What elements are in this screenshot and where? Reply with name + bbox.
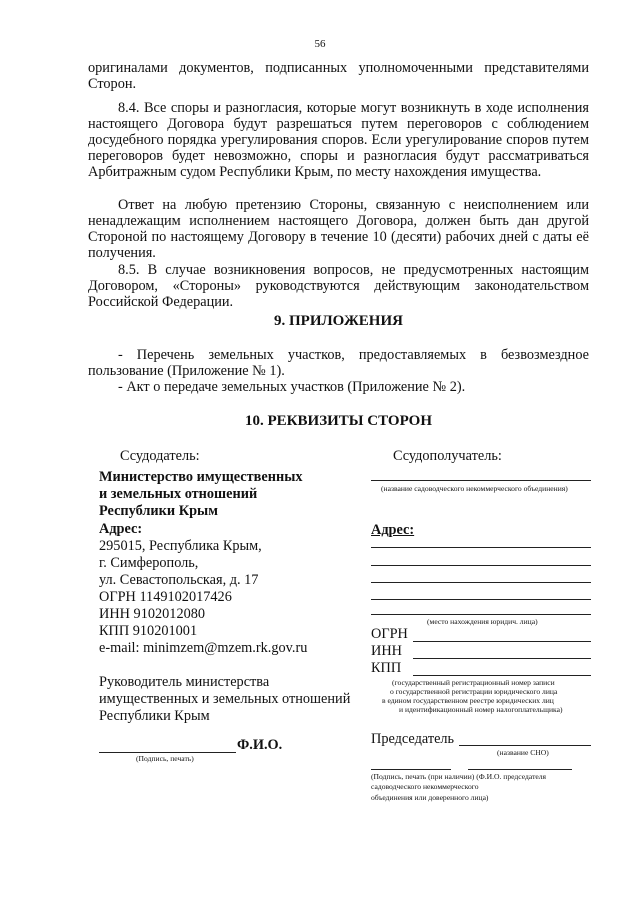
borrower-location-caption: (место нахождения юридич. лица) [427,617,538,626]
appendix-item-1: - Перечень земельных участков, предоставляемых в безвозмездное пользование (Приложение № 1). [88,347,589,380]
borrower-address-line-4 [371,599,591,600]
borrower-reg-caption-1: (государственный регистрационный номер записи [392,678,555,687]
borrower-kpp-line [413,675,591,676]
borrower-ogrn-line [413,641,591,642]
borrower-signature-line [371,769,451,770]
lender-head-line-2: имущественных и земельных отношений [99,691,351,707]
borrower-chairman-label: Председатель [371,731,455,747]
lender-inn: ИНН 9102012080 [99,606,206,622]
borrower-name-line [371,480,591,481]
lender-address-label: Адрес: [99,521,143,537]
lender-fio: Ф.И.О. [237,737,283,753]
section-9-title: 9. ПРИЛОЖЕНИЯ [274,313,403,329]
borrower-reg-caption-3: в едином государственном реестре юридических лиц [382,696,554,705]
lender-org-line-2: и земельных отношений [99,486,258,502]
paragraph-8-4: 8.4. Все споры и разногласия, которые могут возникнуть в ходе исполнения настоящего Договора будут разрешаться путем переговоров с соблюдением досудебного порядка урегулирования споров. Если урегулирование споров путем переговоров будет невозможно, споры и разногласия будут рассматриваться Арбитражным судом Республики Крым, по месту нахождения имущества. [88,100,589,181]
paragraph-claim-response: Ответ на любую претензию Стороны, связанную с неисполнением или ненадлежащим исполнением настоящего Договора, должен быть дан другой Стороной по настоящему Договору в течение 10 (десяти) рабочих дней с даты её получения. [88,197,589,262]
borrower-address-line-1 [371,547,591,548]
appendix-item-2: - Акт о передаче земельных участков (Приложение № 2). [118,379,466,395]
borrower-cho-line [459,745,591,746]
borrower-sign-caption-2: садоводческого некоммерческого [371,782,479,791]
borrower-inn-label: ИНН [371,643,402,659]
lender-label: Ссудодатель: [120,448,200,464]
page-number: 56 [314,38,326,50]
borrower-name-caption: (название садоводческого некоммерческого объединения) [381,484,568,493]
lender-org-line-1: Министерство имущественных [99,469,303,485]
borrower-address-line-3 [371,582,591,583]
lender-address-line-1: 295015, Республика Крым, [99,538,262,554]
lender-head-line-3: Республики Крым [99,708,210,724]
lender-address-line-2: г. Симферополь, [99,555,199,571]
borrower-reg-caption-2: о государственной регистрации юридического лица [390,687,558,696]
paragraph-8-5: 8.5. В случае возникновения вопросов, не предусмотренных настоящим Договором, «Стороны» руководствуются действующим законодательством Российской Федерации. [88,262,589,311]
borrower-ogrn-label: ОГРН [371,626,408,642]
lender-ogrn: ОГРН 1149102017426 [99,589,232,605]
borrower-address-label: Адрес: [371,522,415,538]
lender-kpp: КПП 910201001 [99,623,198,639]
borrower-address-line-2 [371,565,591,566]
lender-address-line-3: ул. Севастопольская, д. 17 [99,572,259,588]
paragraph-originals: оригиналами документов, подписанных уполномоченными представителями Сторон. [88,60,589,93]
borrower-address-line-5 [371,614,591,615]
lender-sign-caption: (Подпись, печать) [136,754,194,763]
borrower-fio-line [468,769,572,770]
lender-org-line-3: Республики Крым [99,503,218,519]
borrower-sign-caption-3: объединения или доверенного лица) [371,793,489,802]
borrower-inn-line [413,658,591,659]
lender-email: e-mail: minimzem@mzem.rk.gov.ru [99,640,308,656]
borrower-kpp-label: КПП [371,660,402,676]
borrower-sign-caption-1: (Подпись, печать (при наличии) (Ф.И.О. председателя [371,772,547,781]
borrower-reg-caption-4: и идентификационный номер налогоплательщика) [399,705,563,714]
section-10-title: 10. РЕКВИЗИТЫ СТОРОН [244,413,432,429]
borrower-label: Ссудополучатель: [393,448,502,464]
lender-signature-line [99,752,236,753]
lender-head-line-1: Руководитель министерства [99,674,270,690]
borrower-cho-caption: (название СНО) [497,748,549,757]
